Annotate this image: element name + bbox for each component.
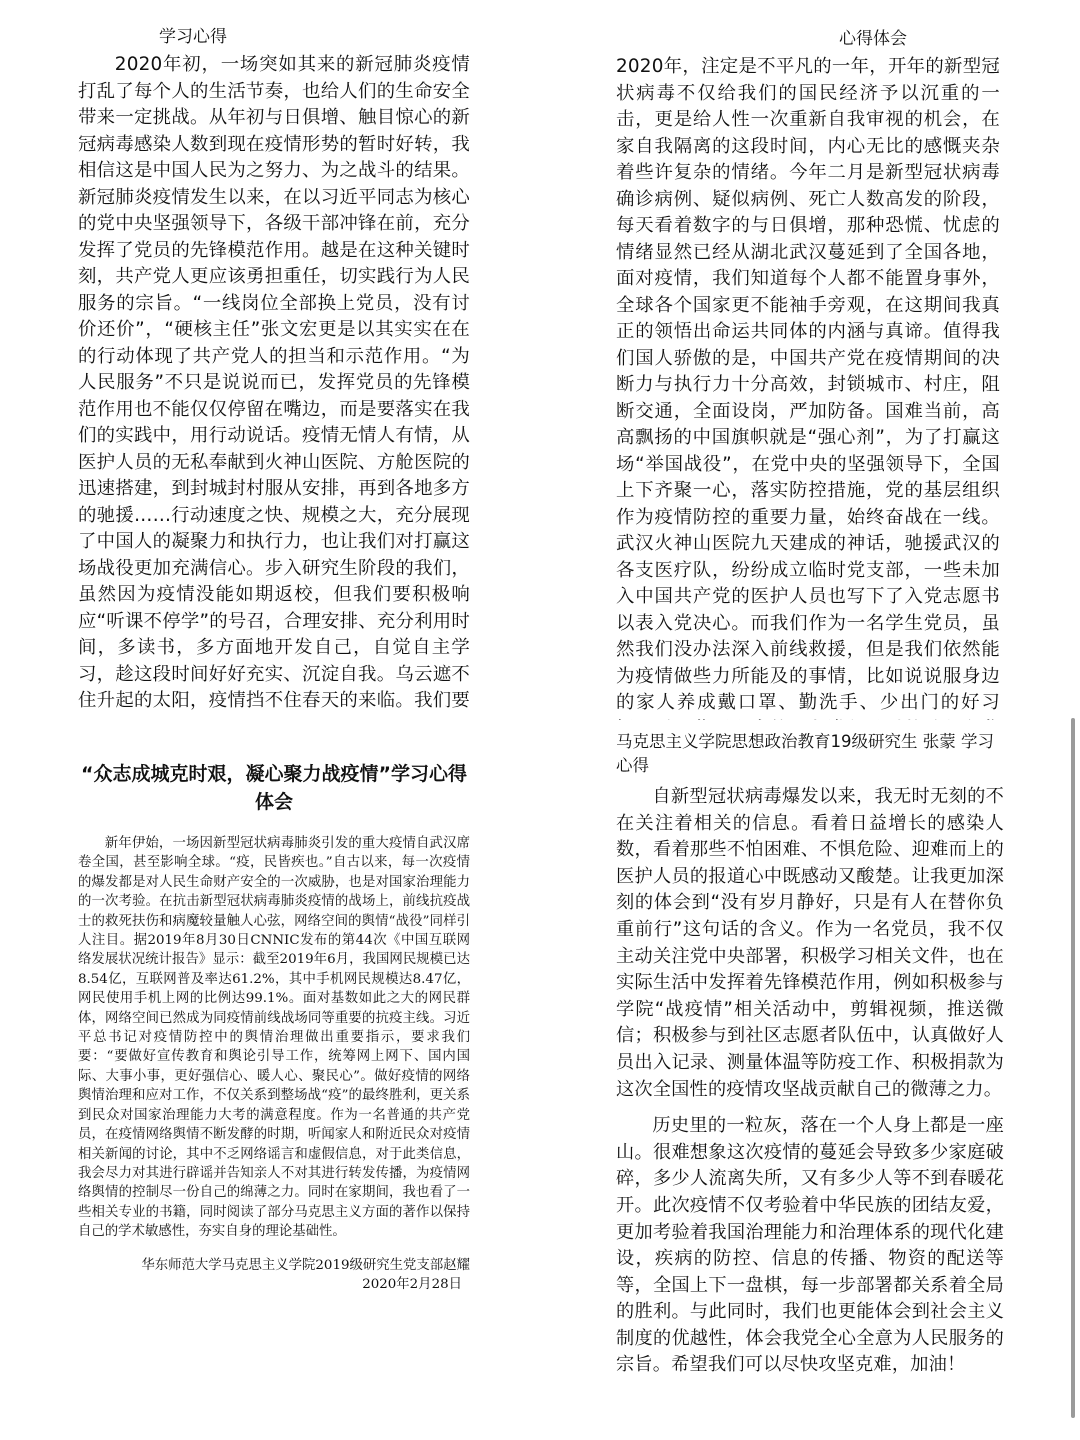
essay-paragraph-1: 自新型冠状病毒爆发以来，我无时无刻的不在关注着相关的信息。看着日益增长的感染人数，看着那些不怕困难、不惧危险、迎难而上的医护人员的报道心中既感动又酸楚。让我更加深刻的体会到“没有岁月静好，只是有人在替你负重前行”这句话的含义。作为一名党员，我不仅主动关注党中央部署，积极学习相关文件，也在实际生活中发挥着先锋模范作用，例如积极参与学院“战疫情”相关活动中，剪辑视频，推送微信；积极参与到社区志愿者队伍中，认真做好人员出入记录、测量体温等防疫工作、积极捐款为这次全国性的疫情攻坚战贡献自己的微薄之力。	[616, 786, 1004, 1100]
essay-body: 新年伊始，一场因新型冠状病毒肺炎引发的重大疫情自武汉席卷全国，甚至影响全球。“疫，民皆疾也。”自古以来，每一次疫情的爆发都是对人民生命财产安全的一次威胁，也是对国家治理能力的一次考验。在抗击新型冠状病毒肺炎疫情的战场上，前线抗疫战士的救死扶伤和病魔较量触人心弦，网络空间的舆情“战役”同样引人注目。据2019年8月30日CNNIC发布的第44次《中国互联网络发展状况统计报告》显示：截至2019年6月，我国网民规模已达8.54亿，互联网普及率达61.2%，其中手机网民规模达8.47亿，网民使用手机上网的比例达99.1%。面对基数如此之大的网民群体，网络空间已然成为同疫情前线战场同等重要的抗疫主线。习近平总书记对疫情防控中的舆情治理做出重要指示，要求我们要：“要做好宣传教育和舆论引导工作，统筹网上网下、国内国际、大事小事，更好强信心、暖人心、聚民心”。做好疫情的网络舆情治理和应对工作，不仅关系到整场战“疫”的最终胜利，更关系到民众对国家治理能力大考的满意程度。作为一名普通的共产党员，在疫情网络舆情不断发酵的时期，听闻家人和附近民众对疫情相关新闻的讨论，其中不乏网络谣言和虚假信息，对于此类信息，我会尽力对其进行辟谣并告知亲人不对其进行转发传播，为疫情网络舆情的控制尽一份自己的绵薄之力。同时在家期间，我也看了一些相关专业的书籍，同时阅读了部分马克思主义方面的著作以保持自己的学术敏感性，夯实自身的理论基础性。	[78, 836, 470, 1240]
essay-student-notes-panel	[616, 730, 1004, 1410]
vertical-scrollbar[interactable]	[1071, 718, 1075, 1418]
essay-body: 2020年初，一场突如其来的新冠肺炎疫情打乱了每个人的生活节奏，也给人们的生命安全带来一定挑战。从年初与日俱增、触目惊心的新冠病毒感染人数到现在疫情形势的暂时好转，我相信这是中国人民为之努力、为之战斗的结果。新冠肺炎疫情发生以来，在以习近平同志为核心的党中央坚强领导下，各级干部冲锋在前，充分发挥了党员的先锋模范作用。越是在这种关键时刻，共产党人更应该勇担重任，切实践行为人民服务的宗旨。“一线岗位全部换上党员，没有讨价还价”，“硬核主任”张文宏更是以其实实在在的行动体现了共产党人的担当和示范作用。“为人民服务”不只是说说而已，发挥党员的先锋模范作用也不能仅仅停留在嘴边，而是要落实在我们的实践中，用行动说话。疫情无情人有情，从医护人员的无私奉献到火神山医院、方舱医院的迅速搭建，到封城封村服从安排，再到各地多方的驰援……行动速度之快、规模之大，充分展现了中国人的凝聚力和执行力，也让我们对打赢这场战役更加充满信心。步入研究生阶段的我们，虽然因为疫情没能如期返校，但我们要积极响应“听课不停学”的号召，合理安排、充分利用时间，多读书，多方面地开发自己，自觉自主学习，趁这段时间好好充实、沉淀自我。乌云遮不住升起的太阳，疫情挡不住春天的来临。我们要	[78, 54, 470, 711]
essay-united-fight-panel	[78, 730, 470, 1410]
essay-headline: “众志成城克时艰，凝心聚力战疫情”学习心得体会	[81, 763, 467, 813]
essay-title: 学习心得	[159, 27, 227, 47]
essay-signature: 华东师范大学马克思主义学院2019级研究生党支部赵耀	[141, 1257, 470, 1273]
essay-body: 2020年，注定是不平凡的一年，开年的新型冠状病毒不仅给我们的国民经济予以沉重的一击，更是给人性一次重新自我审视的机会，在家自我隔离的这段时间，内心无比的感慨夹杂着些许复杂的情绪。今年二月是新型冠状病毒确诊病例、疑似病例、死亡人数高发的阶段，每天看着数字的与日俱增，那种恐慌、忧虑的情绪显然已经从湖北武汉蔓延到了全国各地，面对疫情，我们知道每个人都不能置身事外，全球各个国家更不能袖手旁观，在这期间我真正的领悟出命运共同体的内涵与真谛。值得我们国人骄傲的是，中国共产党在疫情期间的决断力与执行力十分高效，封锁城市、村庄，阻断交通，全面设岗，严加防备。国难当前，高高飘扬的中国旗帜就是“强心剂”，为了打赢这场“举国战役”，在党中央的坚强领导下，全国上下齐聚一心，落实防控措施，党的基层组织作为疫情防控的重要力量，始终奋战在一线。武汉火神山医院九天建成的神话，驰援武汉的各支医疗队，纷纷成立临时党支部，一些未加入中国共产党的医护人员也写下了入党志愿书以表入党决心。而我们作为一名学生党员，虽然我们没办法深入前线救援，但是我们依然能为疫情做些力所能及的事情，比如说说服身边的家人养成戴口罩、勤洗手、少出门的好习	[616, 56, 1000, 713]
essay-author-line: 马克思主义学院思想政治教育19级研究生 张蒙 学习心得	[616, 732, 994, 775]
essay-paragraph-2: 历史里的一粒灰，落在一个人身上都是一座山。很难想象这次疫情的蔓延会导致多少家庭破碎，多少人流离失所，又有多少人等不到春暖花开。此次疫情不仅考验着中华民族的团结友爱，更加考验着我国治理能力和治理体系的现代化建设，疾病的防控、信息的传播、物资的配送等等，全国上下一盘棋，每一步部署都关系着全局的胜利。与此同时，我们也更能体会到社会主义制度的优越性，体会我党全心全意为人民服务的宗旨。希望我们可以尽快攻坚克难，加油！	[616, 1115, 1004, 1376]
essay-reflections-panel	[616, 26, 1000, 720]
essay-date: 2020年2月28日	[362, 1276, 462, 1292]
essay-title: 心得体会	[839, 29, 907, 49]
essay-study-notes-panel	[78, 24, 470, 714]
